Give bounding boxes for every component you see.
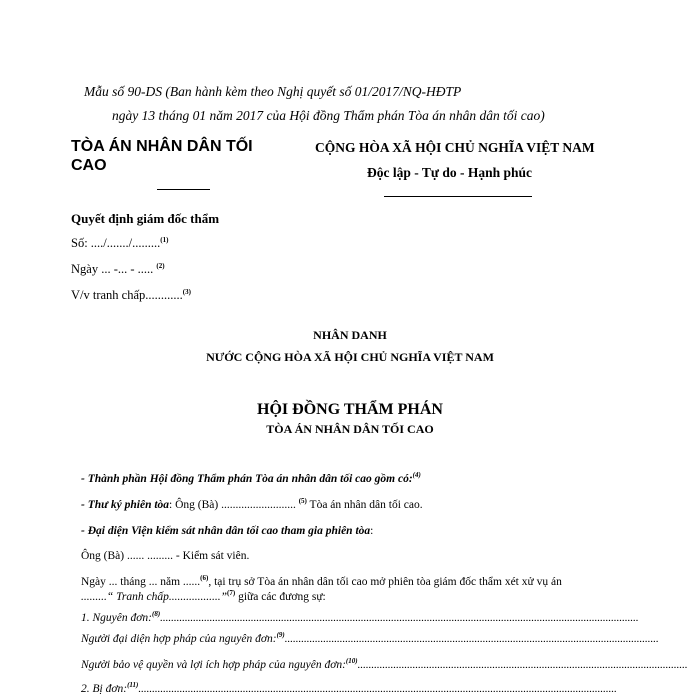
decision-number — [71, 236, 168, 251]
footnote-ref-4: (4) — [412, 471, 421, 480]
on-behalf-line2: NƯỚC CỘNG HÒA XÃ HỘI CHỦ NGHĨA VIỆT NAM — [206, 350, 494, 364]
footnote-ref-1: (1) — [160, 235, 169, 244]
decision-title: Quyết định giám đốc thẩm — [71, 211, 220, 226]
council-title: HỘI ĐỒNG THẨM PHÁN — [257, 401, 443, 418]
footnote-ref-8: (8) — [151, 610, 161, 619]
decision-number-text: Số: ..../......./......... — [71, 236, 161, 250]
clerk-text: : Ông (Bà) .......................... — [169, 499, 296, 511]
composition-text: - Thành phần Hội đồng Thẩm phán Tòa án nhân dân tối cao gồm có: — [81, 473, 413, 485]
footnote-ref-9: (9) — [276, 631, 285, 640]
plaintiff-protector-label: Người bảo vệ quyền và lợi ích hợp pháp của nguyên đơn: — [81, 659, 346, 671]
defendant-line — [81, 683, 617, 695]
plaintiff-protector-line — [81, 659, 688, 671]
hearing-line1 — [81, 576, 562, 588]
plaintiff-dots: .............................................................................................................................................................................. — [160, 612, 639, 624]
plaintiff-protector-dots: ........................................................................................................................ — [357, 659, 688, 671]
footnote-ref-7: (7) — [227, 589, 236, 598]
motto-underline — [384, 196, 532, 197]
composition-line — [81, 473, 421, 485]
plaintiff-rep-dots: ........................................................................................................................................ — [284, 633, 659, 645]
footnote-ref-11: (11) — [127, 681, 139, 690]
procuracy-tail: : — [370, 525, 374, 537]
form-reference-line1: Mẫu số 90-DS (Ban hành kèm theo Nghị quyết số 01/2017/NQ-HĐTP — [84, 84, 462, 99]
procuracy-text: - Đại diện Viện kiểm sát nhân dân tối cao tham gia phiên tòa — [81, 525, 371, 537]
plaintiff-rep-label: Người đại diện hợp pháp của nguyên đơn: — [81, 633, 277, 645]
defendant-label: 2. Bị đơn: — [81, 683, 128, 695]
decision-dispute-text: V/v tranh chấp............ — [71, 288, 183, 302]
prosecutor-line: Ông (Bà) ...... ......... - Kiểm sát viên. — [81, 550, 250, 562]
republic-title: CỘNG HÒA XÃ HỘI CHỦ NGHĨA VIỆT NAM — [315, 140, 595, 155]
decision-dispute — [71, 288, 191, 303]
republic-motto: Độc lập - Tự do - Hạnh phúc — [367, 165, 533, 180]
footnote-ref-10: (10) — [345, 657, 358, 666]
footnote-ref-6: (6) — [200, 574, 209, 583]
court-name-line2: CAO — [71, 157, 107, 174]
council-subtitle: TÒA ÁN NHÂN DÂN TỐI CAO — [266, 422, 434, 436]
footnote-ref-2: (2) — [156, 261, 165, 270]
decision-date — [71, 262, 165, 277]
hearing-line2 — [81, 591, 326, 603]
footnote-ref-3: (3) — [182, 287, 191, 296]
hearing-dispute: .........“ Tranh chấp..................” — [81, 591, 228, 603]
form-reference-line2: ngày 13 tháng 01 năm 2017 của Hội đồng Thẩm phán Tòa án nhân dân tối cao) — [112, 108, 545, 123]
hearing-date: Ngày ... tháng ... năm ...... — [81, 576, 201, 588]
defendant-dots: .............................................................................................................................................................................. — [138, 683, 617, 695]
court-name-line1: TÒA ÁN NHÂN DÂN TỐI — [71, 138, 253, 155]
clerk-tail: Tòa án nhân dân tối cao. — [306, 499, 423, 511]
clerk-label: - Thư ký phiên tòa — [81, 499, 170, 511]
court-underline — [157, 189, 210, 190]
footnote-ref-5: (5) — [298, 497, 307, 506]
decision-date-text: Ngày ... -... - ..... — [71, 262, 154, 276]
plaintiff-line — [81, 612, 639, 624]
plaintiff-rep-line — [81, 633, 659, 645]
hearing-parties: giữa các đương sự: — [235, 591, 326, 603]
hearing-text: , tại trụ sở Tòa án nhân dân tối cao mở phiên tòa giám đốc thẩm xét xử vụ án — [208, 576, 562, 588]
clerk-line — [81, 499, 423, 511]
plaintiff-label: 1. Nguyên đơn: — [81, 612, 152, 624]
on-behalf-line1: NHÂN DANH — [313, 328, 387, 342]
procuracy-line — [81, 525, 373, 537]
